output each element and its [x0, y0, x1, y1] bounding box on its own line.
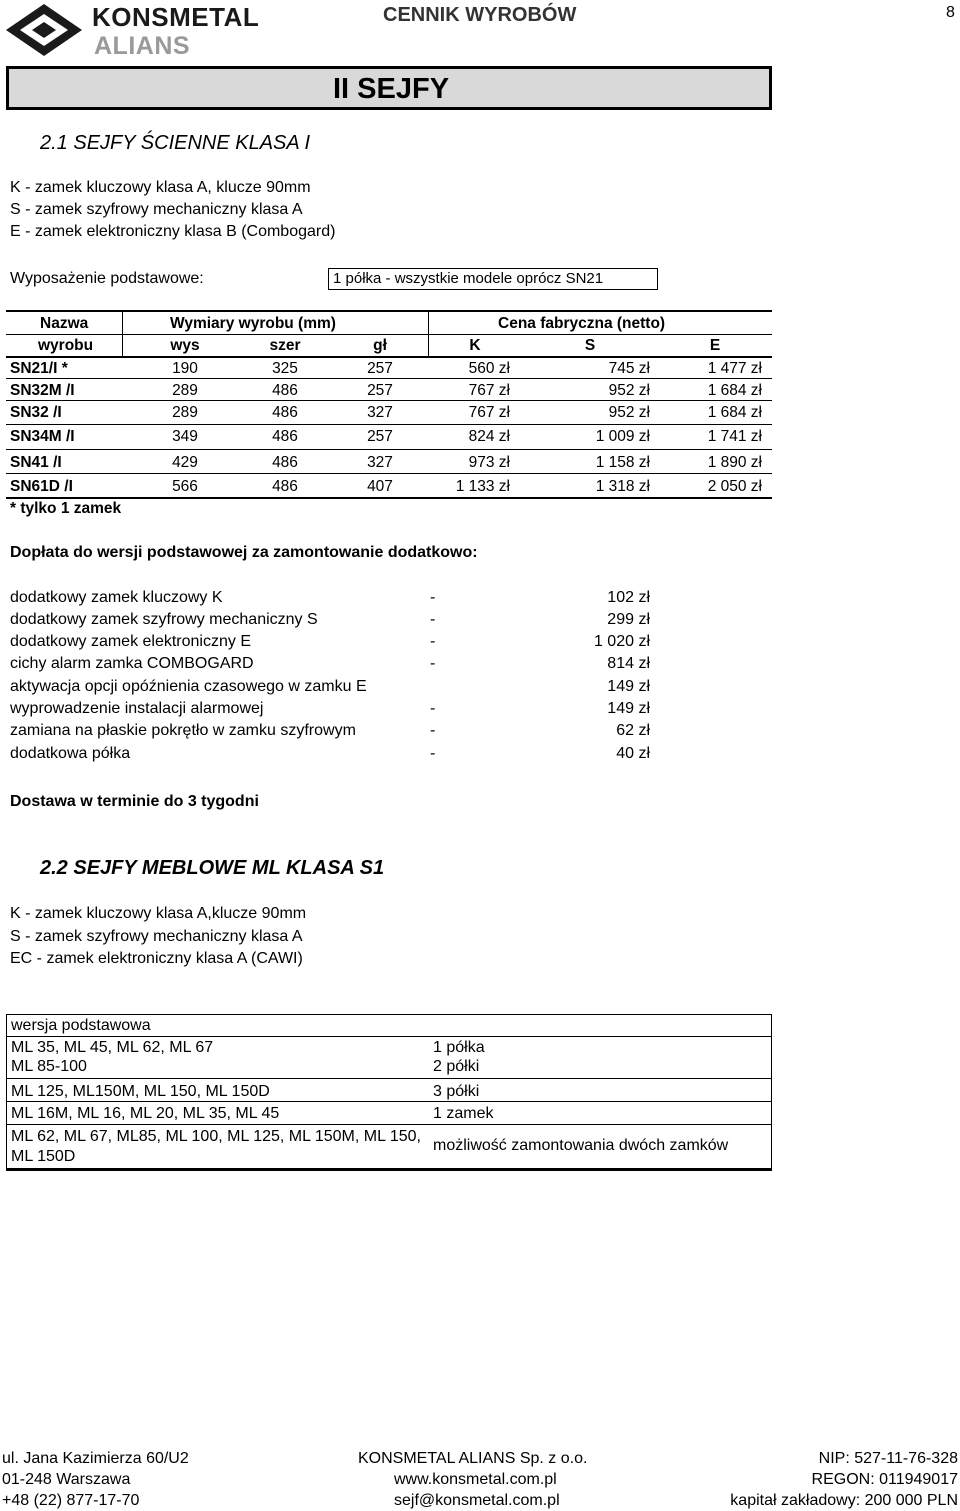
row-szer: 486 — [272, 382, 298, 399]
col-k-head: K — [469, 337, 481, 354]
extra-item-dash: - — [430, 633, 436, 650]
ml-row-feature: 2 półki — [433, 1058, 480, 1075]
lock-legend-k: K - zamek kluczowy klasa A, klucze 90mm — [10, 179, 311, 196]
extra-item-price: 814 zł — [607, 655, 650, 672]
row-gl: 257 — [367, 382, 393, 399]
ml-table-row — [7, 1079, 771, 1102]
extra-item-label: aktywacja opcji opóźnienia czasowego w zamku E — [10, 678, 367, 695]
extra-item-label: dodatkowy zamek elektroniczny E — [10, 633, 251, 650]
extra-item-price: 102 zł — [607, 589, 650, 606]
footer-regon: REGON: 011949017 — [811, 1471, 958, 1488]
footer-email-link[interactable]: sejf@konsmetal.com.pl — [394, 1492, 560, 1509]
extra-item-dash: - — [430, 611, 436, 628]
row-szer: 486 — [272, 478, 298, 495]
extra-item-label: dodatkowa półka — [10, 745, 131, 762]
footer-address: ul. Jana Kazimierza 60/U2 — [2, 1450, 189, 1467]
row-price-s: 1 009 zł — [595, 428, 650, 445]
row-price-k: 560 zł — [468, 360, 510, 377]
extra-item-label: dodatkowy zamek kluczowy K — [10, 589, 223, 606]
row-price-k: 824 zł — [468, 428, 510, 445]
equipment-label: Wyposażenie podstawowe: — [10, 270, 204, 287]
row-wys: 190 — [172, 360, 198, 377]
ml-lock-legend-k: K - zamek kluczowy klasa A,klucze 90mm — [10, 905, 307, 922]
document-title: CENNIK WYROBÓW — [383, 4, 577, 26]
extra-item-label: dodatkowy zamek szyfrowy mechaniczny S — [10, 611, 318, 628]
ml-table — [6, 1014, 772, 1171]
row-price-e: 1 890 zł — [707, 454, 762, 471]
row-price-e: 1 684 zł — [707, 404, 762, 421]
row-name: SN34M /I — [10, 428, 75, 445]
ml-row-models: ML 62, ML 67, ML85, ML 100, ML 125, ML 150M, ML 150, ML 150D — [11, 1128, 421, 1165]
extra-item-label: cichy alarm zamka COMBOGARD — [10, 655, 254, 672]
wall-safes-heading: 2.1 SEJFY ŚCIENNE KLASA I — [40, 132, 311, 154]
row-szer: 486 — [272, 404, 298, 421]
company-logo — [4, 0, 294, 60]
ml-row-models: ML 85-100 — [11, 1058, 87, 1075]
row-price-e: 1 684 zł — [707, 382, 762, 399]
col-gl-head: gł — [373, 337, 387, 354]
extra-item-dash: - — [430, 589, 436, 606]
equipment-value — [328, 268, 658, 290]
extra-item-dash: - — [430, 655, 436, 672]
col-wys-head: wys — [170, 337, 200, 354]
extra-item-price: 149 zł — [607, 678, 650, 695]
row-price-k: 1 133 zł — [455, 478, 510, 495]
row-wys: 566 — [172, 478, 198, 495]
footer-capital: kapitał zakładowy: 200 000 PLN — [730, 1492, 958, 1509]
extra-item-price: 40 zł — [616, 745, 650, 762]
ml-table-row — [7, 1125, 771, 1170]
row-price-s: 1 318 zł — [595, 478, 650, 495]
extra-item-price: 62 zł — [616, 722, 650, 739]
row-gl: 257 — [367, 428, 393, 445]
row-name: SN32M /I — [10, 382, 75, 399]
row-name: SN41 /I — [10, 454, 62, 471]
section-title: II SEJFY — [333, 73, 450, 105]
ml-header-label: wersja podstawowa — [11, 1017, 151, 1034]
ml-table-header — [7, 1015, 771, 1037]
ml-table-row — [7, 1037, 771, 1057]
row-price-s: 952 zł — [608, 404, 650, 421]
row-szer: 325 — [272, 360, 298, 377]
row-wys: 429 — [172, 454, 198, 471]
row-price-e: 2 050 zł — [707, 478, 762, 495]
row-wys: 349 — [172, 428, 198, 445]
lock-legend-e: E - zamek elektroniczny klasa B (Combogard) — [10, 223, 336, 240]
col-s-head: S — [584, 337, 596, 354]
row-gl: 327 — [367, 454, 393, 471]
extra-item-price: 299 zł — [607, 611, 650, 628]
col-dims-head: Wymiary wyrobu (mm) — [170, 315, 336, 332]
row-price-s: 1 158 zł — [595, 454, 650, 471]
logo-brand: KONSMETAL — [92, 2, 260, 32]
ml-row-models: ML 35, ML 45, ML 62, ML 67 — [11, 1039, 214, 1056]
extra-item-label: zamiana na płaskie pokrętło w zamku szyfrowym — [10, 722, 356, 739]
row-gl: 407 — [367, 478, 393, 495]
ml-row-feature: możliwość zamontowania dwóch zamków — [433, 1137, 729, 1154]
lock-legend-s: S - zamek szyfrowy mechaniczny klasa A — [10, 201, 303, 218]
row-name: SN21/I * — [10, 360, 68, 377]
row-szer: 486 — [272, 454, 298, 471]
row-price-e: 1 741 zł — [707, 428, 762, 445]
logo-mark-icon — [4, 2, 84, 58]
ml-row-feature: 3 półki — [433, 1083, 480, 1100]
ml-table-row — [7, 1057, 771, 1079]
ml-row-feature: 1 półka — [433, 1039, 485, 1056]
equipment-value-text: 1 półka - wszystkie modele oprócz SN21 — [333, 270, 604, 287]
extra-item-dash: - — [430, 700, 436, 717]
row-szer: 486 — [272, 428, 298, 445]
extras-heading: Dopłata do wersji podstawowej za zamontowanie dodatkowo: — [10, 544, 478, 561]
footer-company: KONSMETAL ALIANS Sp. z o.o. — [358, 1450, 588, 1467]
ml-row-models: ML 125, ML150M, ML 150, ML 150D — [11, 1083, 270, 1100]
col-szer-head: szer — [269, 337, 301, 354]
section-banner — [6, 66, 772, 110]
row-price-k: 973 zł — [468, 454, 510, 471]
col-e-head: E — [709, 337, 721, 354]
extra-item-label: wyprowadzenie instalacji alarmowej — [10, 700, 264, 717]
row-name: SN32 /I — [10, 404, 62, 421]
row-price-e: 1 477 zł — [707, 360, 762, 377]
ml-row-feature: 1 zamek — [433, 1105, 494, 1122]
footer-nip: NIP: 527-11-76-328 — [818, 1450, 958, 1467]
extra-item-dash: - — [430, 745, 436, 762]
logo-brand-sub: ALIANS — [94, 32, 191, 60]
footer-phone: +48 (22) 877-17-70 — [2, 1492, 140, 1509]
extra-item-price: 149 zł — [607, 700, 650, 717]
row-gl: 327 — [367, 404, 393, 421]
footer-city: 01-248 Warszawa — [2, 1471, 131, 1488]
footer-website-link[interactable]: www.konsmetal.com.pl — [394, 1471, 557, 1488]
delivery-note: Dostawa w terminie do 3 tygodni — [10, 793, 259, 810]
page-number: 8 — [946, 4, 955, 21]
extra-item-dash: - — [430, 722, 436, 739]
ml-row-models: ML 16M, ML 16, ML 20, ML 35, ML 45 — [11, 1105, 280, 1122]
row-price-s: 745 zł — [608, 360, 650, 377]
row-gl: 257 — [367, 360, 393, 377]
row-price-k: 767 zł — [468, 382, 510, 399]
row-name: SN61D /I — [10, 478, 73, 495]
col-price-head: Cena fabryczna (netto) — [498, 315, 666, 332]
ml-table-row — [7, 1102, 771, 1125]
row-wys: 289 — [172, 404, 198, 421]
col-name-head2: wyrobu — [38, 337, 94, 354]
row-wys: 289 — [172, 382, 198, 399]
col-name-head: Nazwa — [40, 315, 89, 332]
row-price-k: 767 zł — [468, 404, 510, 421]
table-footnote: * tylko 1 zamek — [10, 500, 122, 517]
furniture-safes-heading: 2.2 SEJFY MEBLOWE ML KLASA S1 — [40, 857, 385, 879]
ml-lock-legend-ec: EC - zamek elektroniczny klasa A (CAWI) — [10, 950, 303, 967]
row-price-s: 952 zł — [608, 382, 650, 399]
ml-lock-legend-s: S - zamek szyfrowy mechaniczny klasa A — [10, 928, 303, 945]
extra-item-price: 1 020 zł — [593, 633, 650, 650]
